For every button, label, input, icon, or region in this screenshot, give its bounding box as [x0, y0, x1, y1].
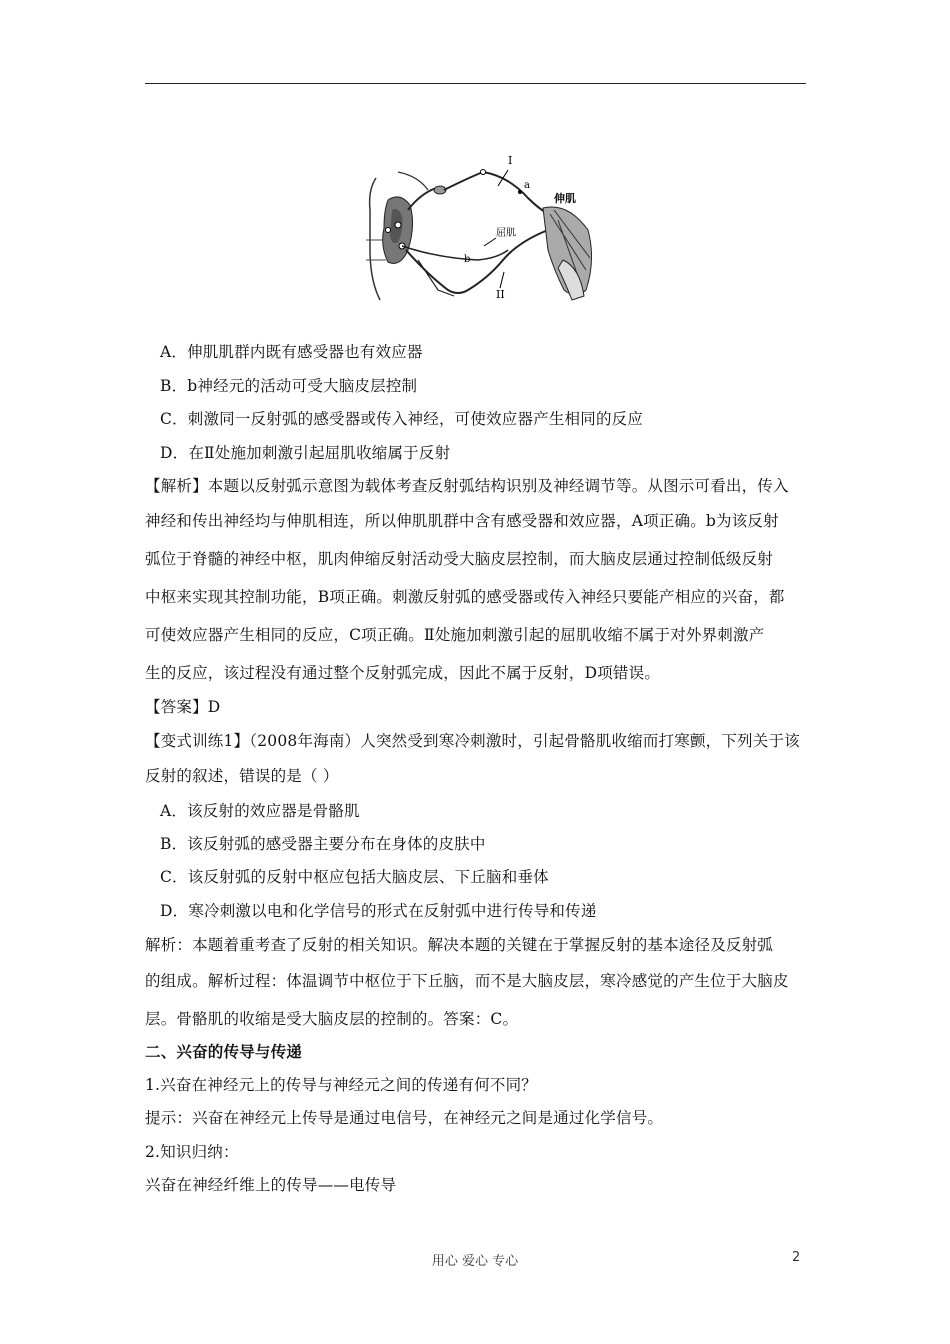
- answer: 【答案】D: [145, 698, 221, 716]
- variant-analysis: 解析：本题着重考查了反射的相关知识。解决本题的关键在于掌握反射的基本途径及反射弧: [145, 936, 774, 954]
- variant-line: 【变式训练1】（2008年海南）人突然受到寒冷刺激时，引起骨骼肌收缩而打寒颤，下列关于该: [145, 732, 800, 750]
- variant-analysis: 层。骨骼肌的收缩是受大脑皮层的控制的。答案：C。: [145, 1010, 519, 1028]
- option-d: D．在Ⅱ处施加刺激引起屈肌收缩属于反射: [160, 444, 451, 462]
- analysis-line: 生的反应，该过程没有通过整个反射弧完成，因此不属于反射，D项错误。: [145, 664, 661, 682]
- option-b: B．b神经元的活动可受大脑皮层控制: [160, 377, 418, 395]
- variant-option-c: C．该反射弧的反射中枢应包括大脑皮层、下丘脑和垂体: [160, 868, 549, 886]
- label-II: II: [496, 288, 505, 301]
- reflex-arc-diagram: [358, 150, 608, 310]
- header-rule: [145, 83, 806, 84]
- label-extensor: 伸肌: [554, 192, 576, 205]
- analysis-line: 弧位于脊髓的神经中枢，肌肉伸缩反射活动受大脑皮层控制，而大脑皮层通过控制低级反射: [145, 550, 774, 568]
- variant-option-d: D．寒冷刺激以电和化学信号的形式在反射弧中进行传导和传递: [160, 902, 597, 920]
- analysis-line: 可使效应器产生相同的反应，C项正确。Ⅱ处施加刺激引起的屈肌收缩不属于对外界刺激产: [145, 626, 765, 644]
- question-1: 1.兴奋在神经元上的传导与神经元之间的传递有何不同？: [145, 1076, 537, 1094]
- option-a: A．伸肌肌群内既有感受器也有效应器: [160, 343, 423, 361]
- analysis-line: 神经和传出神经均与伸肌相连，所以伸肌肌群中含有感受器和效应器，A项正确。b为该反射: [145, 512, 779, 530]
- page-number: 2: [792, 1250, 801, 1265]
- label-a: a: [524, 180, 530, 191]
- variant-analysis: 的组成。解析过程：体温调节中枢位于下丘脑，而不是大脑皮层，寒冷感觉的产生位于大脑皮: [145, 972, 789, 990]
- label-flexor: 屈肌: [496, 228, 516, 239]
- subheading: 兴奋在神经纤维上的传导——电传导: [145, 1176, 397, 1194]
- footer-text: 用心 爱心 专心: [431, 1254, 519, 1269]
- option-c: C．刺激同一反射弧的感受器或传入神经，可使效应器产生相同的反应: [160, 410, 644, 428]
- section-heading: 二、兴奋的传导与传递: [145, 1042, 303, 1061]
- variant-option-b: B．该反射弧的感受器主要分布在身体的皮肤中: [160, 835, 486, 853]
- question-2: 2.知识归纳：: [145, 1143, 239, 1161]
- hint: 提示：兴奋在神经元上传导是通过电信号，在神经元之间是通过化学信号。: [145, 1109, 664, 1127]
- variant-line: 反射的叙述，错误的是（ ）: [145, 767, 339, 785]
- analysis-line: 【解析】本题以反射弧示意图为载体考查反射弧结构识别及神经调节等。从图示可看出，传入: [145, 477, 789, 495]
- variant-option-a: A．该反射的效应器是骨骼肌: [160, 802, 360, 820]
- analysis-line: 中枢来实现其控制功能，B项正确。刺激反射弧的感受器或传入神经只要能产相应的兴奋，都: [145, 588, 785, 606]
- label-b: b: [464, 254, 471, 265]
- label-I: I: [508, 154, 513, 167]
